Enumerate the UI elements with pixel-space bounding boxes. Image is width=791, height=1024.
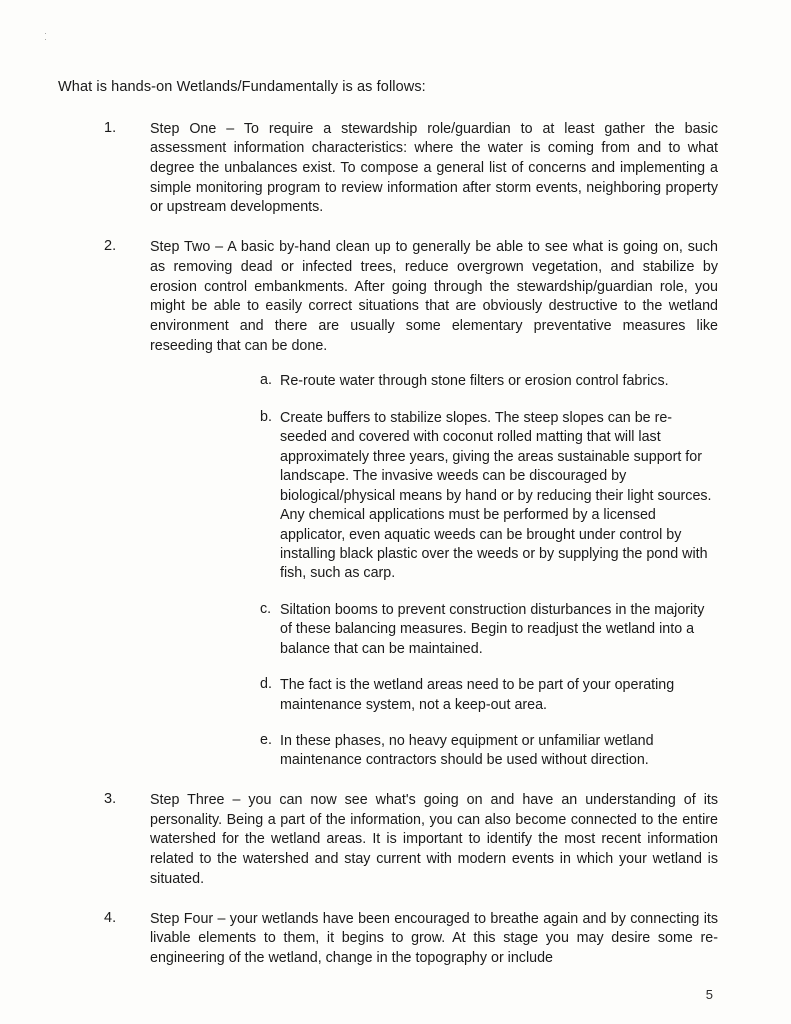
sub-list-item bbox=[150, 601, 718, 659]
steps-list bbox=[58, 120, 718, 969]
sub-list-item-letter: a. bbox=[260, 372, 272, 389]
page-number: 5 bbox=[705, 987, 713, 1002]
sub-list-item bbox=[150, 372, 718, 391]
sub-list-item-letter: c. bbox=[260, 600, 272, 617]
sub-list-item bbox=[150, 676, 718, 715]
sub-list-item-text: Create buffers to stabilize slopes. The steep slopes can be re-seeded and covered with coconut rolled matting that will last approximately three years, giving the areas sustainable support for landscape. The invasive weeds can be discouraged by biological/physical means by hand or by reducing their light sources. Any chemical applications must be performed by a licensed applicator, even aquatic weeds can be brought under control by installing black plastic over the weeds or by supplying the pond with fish, such as carp. bbox=[280, 409, 712, 582]
sub-list-item-text: The fact is the wetland areas need to be part of your operating maintenance system, not a keep-out area. bbox=[280, 677, 675, 713]
intro-paragraph: What is hands-on Wetlands/Fundamentally is as follows: bbox=[58, 79, 426, 95]
list-item-number: 2. bbox=[104, 238, 117, 255]
sub-list-item bbox=[150, 409, 718, 584]
list-item bbox=[58, 238, 718, 771]
list-item-text: Step Two – A basic by-hand clean up to generally be able to see what is going on, such as removing dead or infected trees, reduce overgrown vegetation, and stabilize by erosion control embankments. After going through the stewardship/guardian role, you might be able to easily correct situations that are obviously destructive to the wetland environment and there are usually some elementary preventative measures like reseeding that can be done. bbox=[150, 239, 718, 354]
sub-list-item-letter: e. bbox=[260, 732, 272, 749]
list-item-text: Step One – To require a stewardship role/guardian to at least gather the basic assessment information characteristics: where the water is coming from and to what degree the unbalances exist. To compose a general list of concerns and implementing a simple monitoring program to review information after storm events, neighboring property or upstream developments. bbox=[150, 120, 718, 216]
sub-list-item-text: Siltation booms to prevent construction disturbances in the majority of these balancing measures. Begin to readjust the wetland into a balance that can be maintained. bbox=[280, 601, 705, 657]
list-item bbox=[58, 910, 718, 969]
list-item bbox=[58, 120, 718, 219]
list-item-number: 1. bbox=[104, 119, 117, 136]
document-body bbox=[58, 78, 718, 989]
sub-list-item-letter: b. bbox=[260, 408, 272, 425]
scan-artifact: · · bbox=[44, 28, 52, 44]
sub-list-item-text: In these phases, no heavy equipment or unfamiliar wetland maintenance contractors should be used without direction. bbox=[280, 733, 654, 769]
list-item-number: 3. bbox=[104, 790, 117, 807]
sub-list bbox=[150, 372, 718, 770]
sub-list-item bbox=[150, 732, 718, 771]
sub-list-item-letter: d. bbox=[260, 676, 272, 693]
list-item-text: Step Four – your wetlands have been encouraged to breathe again and by connecting its livable elements to them, it begins to grow. At this stage you may desire some re-engineering of the wetland, change in the topography or include bbox=[150, 910, 718, 966]
list-item bbox=[58, 791, 718, 890]
sub-list-item-text: Re-route water through stone filters or erosion control fabrics. bbox=[280, 373, 669, 390]
list-item-number: 4. bbox=[104, 909, 117, 926]
list-item-text: Step Three – you can now see what's going on and have an understanding of its personality. Being a part of the information, you can also become connected to the entire watershed for the wetland areas. It is important to identify the most recent information related to the watershed and stay current with modern events in which your wetland is situated. bbox=[150, 791, 718, 887]
